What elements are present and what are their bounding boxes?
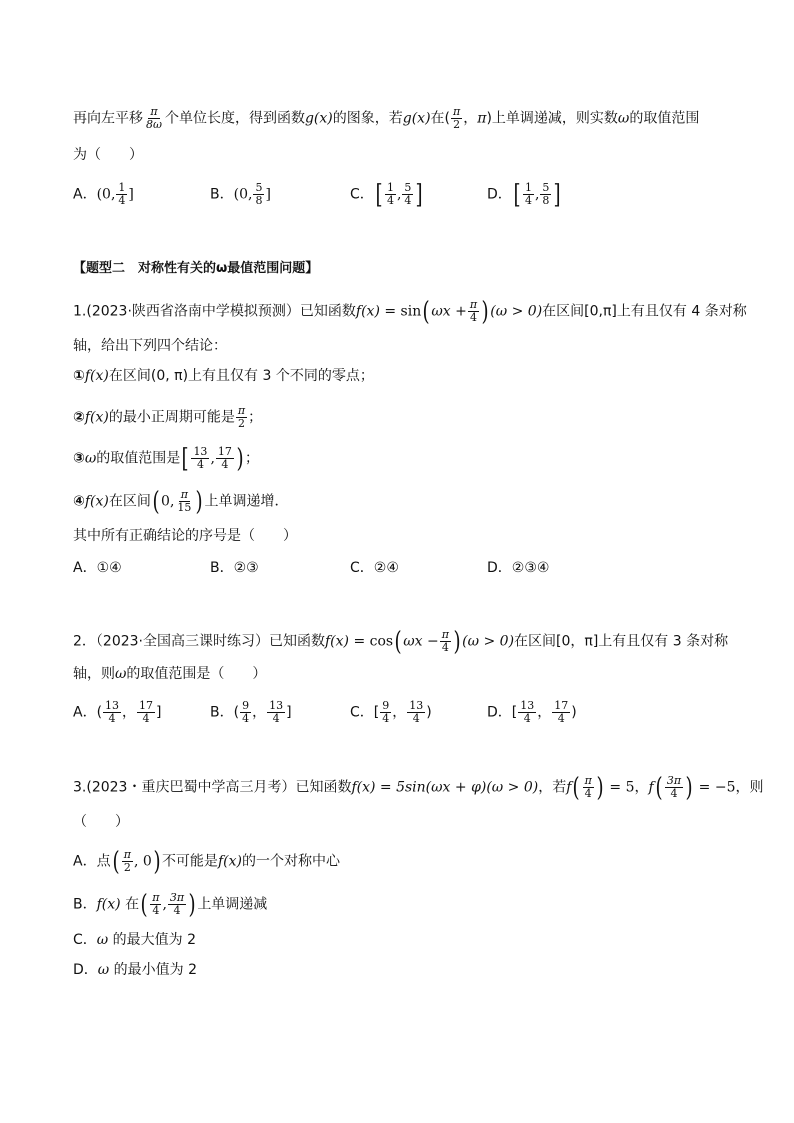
q3-stem-line1: 3.(2023・重庆巴蜀中学高三月考）已知函数f(x) = 5sin(ωx + φ)(ω > 0)，若f( $\frac{\pi}{4}$ ) = 5，f( $\frac{3\pi}{4}$ ) = −5，则 (73, 772, 764, 803)
q2-stem-line2: 轴，则ω的取值范围是（ ） (73, 666, 267, 682)
q3-option-a[interactable]: A．点( $\frac{\pi}{2}$ , 0) 不可能是f(x)的一个对称中心 (73, 846, 340, 877)
q3-option-d[interactable]: D．ω 的最小值为 2 (73, 962, 198, 978)
q2-option-d[interactable]: D．[ $\frac{13}{4}$ ， $\frac{17}{4}$ ) (487, 699, 577, 725)
top-question-line1: 再向左平移 $\frac{\pi}{8\omega}$ 个单位长度，得到函数g(x)的图象，若g(x)在( $\frac{\pi}{2}$ ，π)上单调递减，则实数ω的取值范围 (73, 105, 700, 131)
q2-stem-line1: 2．（2023·全国高三课时练习）已知函数f(x) = cos( ωx − $\frac{\pi}{4}$ ) (ω > 0)在区间[0，π]上有且仅有 3 条对称 (73, 626, 729, 657)
q2-option-b[interactable]: B．( $\frac{9}{4}$ ， $\frac{13}{4}$ ] (210, 699, 292, 725)
q1-option-d[interactable]: D．②③④ (487, 560, 550, 576)
top-option-a[interactable]: A．(0, $\frac{1}{4}$ ] (73, 181, 134, 207)
q2-option-c[interactable]: C．[ $\frac{9}{4}$ ， $\frac{13}{4}$ ) (350, 699, 432, 725)
fraction: $\frac{\pi}{8\omega}$ (146, 105, 162, 131)
q1-stem-line1: 1.(2023·陕西省洛南中学模拟预测）已知函数f(x) = sin( ωx + $\frac{\pi}{4}$ ) (ω > 0)在区间[0,π]上有且仅有 4 条对称 (73, 296, 747, 327)
q1-statement-2: ②f(x)的最小正周期可能是 $\frac{\pi}{2}$ ； (73, 404, 263, 430)
top-question-line2: 为（ ） (73, 147, 143, 163)
q3-option-c[interactable]: C．ω 的最大值为 2 (73, 932, 197, 948)
top-option-b[interactable]: B．(0, $\frac{5}{8}$ ] (210, 181, 271, 207)
q1-option-b[interactable]: B．②③ (210, 560, 259, 576)
q3-option-b[interactable]: B．f(x) 在( $\frac{\pi}{4}$ , $\frac{3\pi}{4}$ ) 上单调递减 (73, 889, 268, 920)
q1-option-c[interactable]: C．②④ (350, 560, 399, 576)
q3-stem-line2: （ ） (73, 814, 129, 830)
q2-option-a[interactable]: A．( $\frac{13}{4}$ ， $\frac{17}{4}$ ] (73, 699, 162, 725)
section-heading: 【题型二 对称性有关的ω最值范围问题】 (73, 261, 319, 276)
q1-stem-line2: 轴，给出下列四个结论： (73, 338, 227, 354)
q1-ask: 其中所有正确结论的序号是（ ） (73, 528, 297, 544)
q1-statement-4: ④f(x)在区间( 0, $\frac{\pi}{15}$ ) 上单调递增． (73, 486, 289, 517)
q1-statement-1: ①f(x)在区间(0, π)上有且仅有 3 个不同的零点； (73, 368, 374, 384)
q1-option-a[interactable]: A．①④ (73, 560, 122, 576)
q1-statement-3: ③ω的取值范围是[ $\frac{13}{4}$ , $\frac{17}{4}$ ) ； (73, 443, 260, 474)
top-option-d[interactable]: D．[ $\frac{1}{4}$ , $\frac{5}{8}$ ] (487, 179, 562, 210)
top-option-c[interactable]: C．[ $\frac{1}{4}$ , $\frac{5}{4}$ ] (350, 179, 424, 210)
fraction: $\frac{\pi}{2}$ (453, 105, 461, 131)
